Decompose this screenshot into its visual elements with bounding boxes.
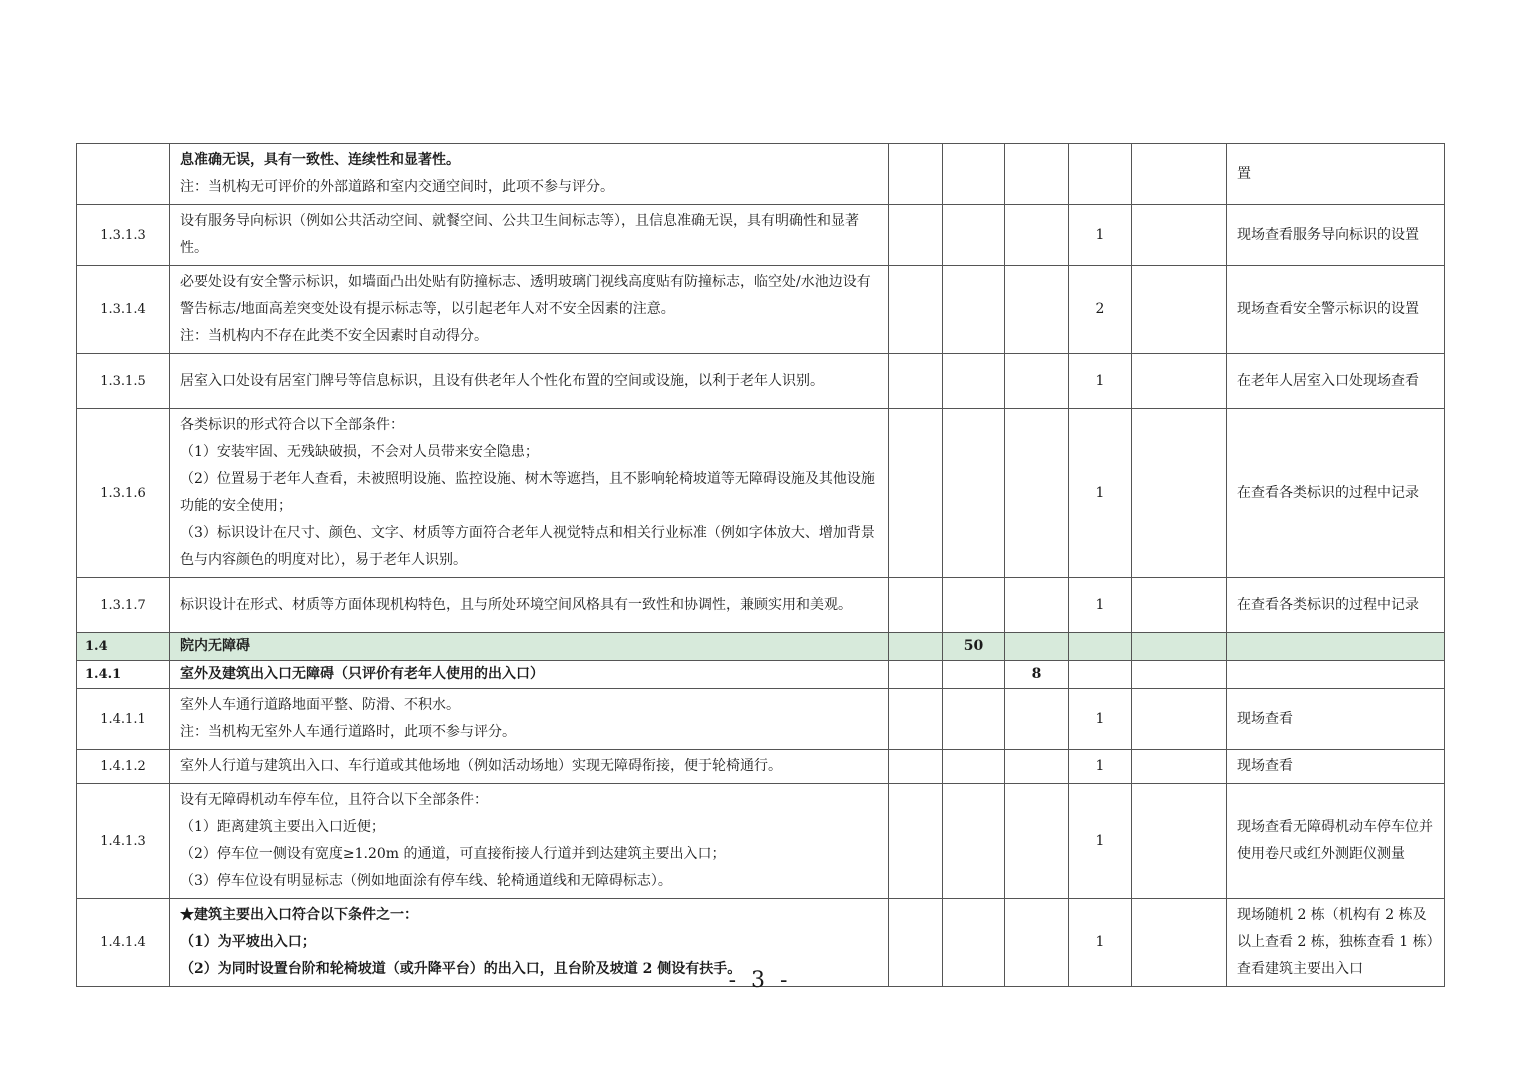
- score-col-d: 1: [1069, 578, 1132, 633]
- content-line: 设有无障碍机动车停车位，且符合以下全部条件：: [180, 792, 488, 808]
- table-row: [77, 784, 1445, 899]
- item-code: 1.3.1.7: [77, 578, 170, 633]
- score-col-d: [1069, 144, 1132, 205]
- score-col-e: [1132, 409, 1227, 578]
- content-line: 室外人车通行道路地面平整、防滑、不积水。: [180, 697, 460, 713]
- table-row: [77, 633, 1445, 661]
- score-col-e: [1132, 784, 1227, 899]
- table-row: [77, 354, 1445, 409]
- score-col-e: [1132, 354, 1227, 409]
- assessment-method: [1227, 266, 1445, 354]
- method-line: 现场查看安全警示标识的设置: [1237, 301, 1419, 317]
- score-col-b: [943, 409, 1005, 578]
- score-col-a: [889, 266, 943, 354]
- item-code: 1.3.1.4: [77, 266, 170, 354]
- table-row: [77, 750, 1445, 784]
- score-col-d: 1: [1069, 899, 1132, 987]
- table-body: [77, 144, 1445, 987]
- item-code: 1.4.1.1: [77, 689, 170, 750]
- method-line: 在查看各类标识的过程中记录: [1237, 596, 1419, 613]
- table-row: [77, 409, 1445, 578]
- method-line: 现场查看: [1237, 758, 1293, 774]
- method-line: 现场查看无障碍机动车停车位并使用卷尺或红外测距仪测量: [1237, 819, 1433, 862]
- content-line: 设有服务导向标识（例如公共活动空间、就餐空间、公共卫生间标志等），且信息准确无误，具有明确性和显著性。: [180, 213, 859, 256]
- score-col-e: [1132, 144, 1227, 205]
- score-col-b: [943, 266, 1005, 354]
- content-line: 室外及建筑出入口无障碍（只评价有老年人使用的出入口）: [180, 666, 544, 682]
- content-line: （2）停车位一侧设有宽度≥1.20m 的通道，可直接衔接人行道并到达建筑主要出入口；: [180, 846, 726, 862]
- score-col-e: [1132, 578, 1227, 633]
- score-col-a: [889, 784, 943, 899]
- score-col-a: [889, 205, 943, 266]
- method-line: 在查看各类标识的过程中记录: [1237, 484, 1419, 501]
- content-line: 必要处设有安全警示标识，如墙面凸出处贴有防撞标志、透明玻璃门视线高度贴有防撞标志，临空处/水池边设有警告标志/地面高差突变处设有提示标志等，以引起老年人对不安全因素的注意。: [180, 274, 871, 317]
- method-line: 现场随机 2 栋（机构有 2 栋及以上查看 2 栋，独栋查看 1 栋）查看建筑主要出入口: [1237, 907, 1434, 977]
- score-col-d: [1069, 633, 1132, 661]
- page-number: - 3 -: [728, 968, 792, 993]
- score-col-a: [889, 144, 943, 205]
- assessment-method: [1227, 750, 1445, 784]
- method-line: 现场查看: [1237, 710, 1293, 727]
- item-code: 1.4.1: [77, 661, 170, 689]
- score-col-b: [943, 661, 1005, 689]
- score-col-c: [1005, 144, 1069, 205]
- score-col-c: [1005, 633, 1069, 661]
- content-line: （2）位置易于老年人查看，未被照明设施、监控设施、树木等遮挡，且不影响轮椅坡道等无障碍设施及其他设施功能的安全使用；: [180, 471, 875, 514]
- score-col-b: [943, 750, 1005, 784]
- item-content: [170, 689, 889, 750]
- item-code: 1.3.1.6: [77, 409, 170, 578]
- score-col-c: [1005, 409, 1069, 578]
- score-col-a: [889, 354, 943, 409]
- item-content: [170, 354, 889, 409]
- table-row: [77, 266, 1445, 354]
- score-col-d: 1: [1069, 750, 1132, 784]
- item-content: [170, 205, 889, 266]
- score-col-d: [1069, 661, 1132, 689]
- assessment-method: [1227, 409, 1445, 578]
- score-col-e: [1132, 661, 1227, 689]
- method-line: 在老年人居室入口处现场查看: [1237, 372, 1419, 389]
- item-content: [170, 750, 889, 784]
- score-col-c: [1005, 689, 1069, 750]
- score-col-c: [1005, 750, 1069, 784]
- method-line: 置: [1237, 165, 1251, 182]
- score-col-a: [889, 578, 943, 633]
- score-col-c: [1005, 578, 1069, 633]
- assessment-method: [1227, 661, 1445, 689]
- content-line: 注：当机构内不存在此类不安全因素时自动得分。: [180, 328, 488, 344]
- content-line: （1）安装牢固、无残缺破损，不会对人员带来安全隐患；: [180, 444, 539, 460]
- score-col-d: 2: [1069, 266, 1132, 354]
- score-col-a: [889, 750, 943, 784]
- assessment-method: [1227, 633, 1445, 661]
- score-col-a: [889, 661, 943, 689]
- item-content: [170, 409, 889, 578]
- score-col-c: [1005, 266, 1069, 354]
- item-code: 1.4: [77, 633, 170, 661]
- score-col-b: [943, 205, 1005, 266]
- assessment-method: [1227, 205, 1445, 266]
- item-code: 1.4.1.3: [77, 784, 170, 899]
- score-col-e: [1132, 205, 1227, 266]
- assessment-method: [1227, 784, 1445, 899]
- assessment-method: [1227, 354, 1445, 409]
- score-col-e: [1132, 633, 1227, 661]
- score-col-c: 8: [1005, 661, 1069, 689]
- item-content: [170, 633, 889, 661]
- score-col-d: 1: [1069, 354, 1132, 409]
- content-line: 注：当机构无室外人车通行道路时，此项不参与评分。: [180, 724, 516, 740]
- item-code: 1.3.1.3: [77, 205, 170, 266]
- score-col-b: [943, 354, 1005, 409]
- content-line: 居室入口处设有居室门牌号等信息标识，且设有供老年人个性化布置的空间或设施，以利于老年人识别。: [180, 372, 824, 389]
- content-line: 标识设计在形式、材质等方面体现机构特色，且与所处环境空间风格具有一致性和协调性，兼顾实用和美观。: [180, 596, 852, 613]
- score-col-e: [1132, 266, 1227, 354]
- evaluation-table: [76, 143, 1445, 987]
- assessment-method: [1227, 578, 1445, 633]
- item-content: [170, 144, 889, 205]
- score-col-c: [1005, 784, 1069, 899]
- item-code: 1.4.1.2: [77, 750, 170, 784]
- content-line: 注：当机构无可评价的外部道路和室内交通空间时，此项不参与评分。: [180, 179, 614, 195]
- score-col-d: 1: [1069, 205, 1132, 266]
- score-col-b: 50: [943, 633, 1005, 661]
- item-code: 1.4.1.4: [77, 899, 170, 987]
- item-content: [170, 661, 889, 689]
- item-code: 1.3.1.5: [77, 354, 170, 409]
- item-content: [170, 784, 889, 899]
- score-col-e: [1132, 750, 1227, 784]
- score-col-d: 1: [1069, 689, 1132, 750]
- score-col-d: 1: [1069, 784, 1132, 899]
- score-col-b: [943, 784, 1005, 899]
- score-col-a: [889, 689, 943, 750]
- table-row: [77, 661, 1445, 689]
- score-col-c: [1005, 354, 1069, 409]
- score-col-a: [889, 409, 943, 578]
- content-line: 院内无障碍: [180, 638, 250, 654]
- content-line: ★建筑主要出入口符合以下条件之一：: [180, 907, 418, 923]
- assessment-method: [1227, 144, 1445, 205]
- score-col-b: [943, 144, 1005, 205]
- table-row: [77, 205, 1445, 266]
- content-line: 息准确无误，具有一致性、连续性和显著性。: [180, 152, 460, 168]
- table-row: [77, 144, 1445, 205]
- score-col-d: 1: [1069, 409, 1132, 578]
- content-line: 各类标识的形式符合以下全部条件：: [180, 417, 404, 433]
- content-line: 室外人行道与建筑出入口、车行道或其他场地（例如活动场地）实现无障碍衔接，便于轮椅通行。: [180, 758, 782, 774]
- content-line: （1）距离建筑主要出入口近便；: [180, 819, 385, 835]
- content-line: （1）为平坡出入口；: [180, 934, 316, 950]
- content-line: （2）为同时设置台阶和轮椅坡道（或升降平台）的出入口，且台阶及坡道 2 侧设有扶手。: [180, 961, 742, 977]
- table-row: [77, 689, 1445, 750]
- table-row: [77, 578, 1445, 633]
- item-content: [170, 578, 889, 633]
- score-col-a: [889, 633, 943, 661]
- score-col-e: [1132, 689, 1227, 750]
- assessment-method: [1227, 689, 1445, 750]
- item-content: [170, 266, 889, 354]
- score-col-b: [943, 689, 1005, 750]
- content-line: （3）标识设计在尺寸、颜色、文字、材质等方面符合老年人视觉特点和相关行业标准（例如字体放大、增加背景色与内容颜色的明度对比），易于老年人识别。: [180, 525, 875, 568]
- content-line: （3）停车位设有明显标志（例如地面涂有停车线、轮椅通道线和无障碍标志）。: [180, 873, 672, 889]
- score-col-b: [943, 578, 1005, 633]
- method-line: 现场查看服务导向标识的设置: [1237, 226, 1419, 243]
- score-col-c: [1005, 205, 1069, 266]
- item-code: [77, 144, 170, 205]
